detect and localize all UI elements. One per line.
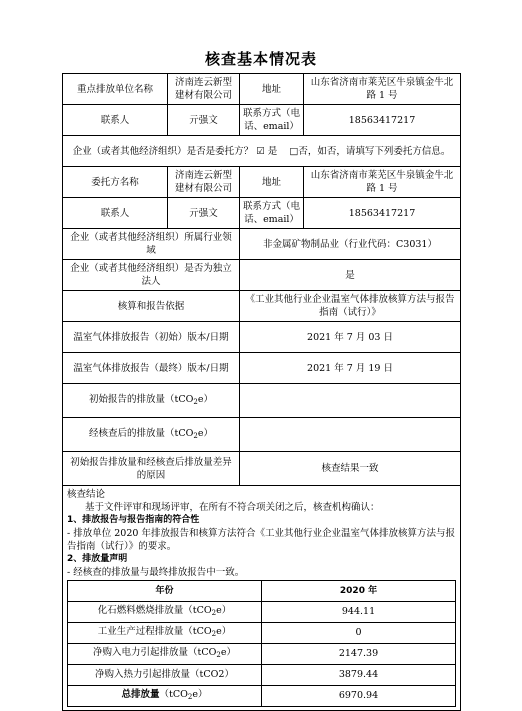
difference-reason-label: 初始报告排放量和经核查后排放量差异的原因: [63, 452, 240, 486]
conclusion-intro: 基于文件评审和现场评审，在所有不符合项关闭之后，核查机构确认：: [85, 502, 380, 513]
initial-report-value: 2021 年 7 月 03 日: [240, 322, 461, 353]
industry-value: 非金属矿物制品业（行业代码：C3031）: [240, 229, 461, 260]
summary-header-year: 年份: [68, 581, 262, 602]
conclusion-heading: 核查结论: [67, 489, 106, 500]
subscript-2: 2: [193, 431, 198, 440]
row-total-label-tail: e）: [192, 689, 208, 700]
row-heat-value: 3879.44: [262, 665, 456, 686]
industry-label: 企业（或者其他经济组织）所属行业领域: [63, 229, 240, 260]
row-fossil-label: [68, 602, 262, 623]
summary-header-2020: 2020 年: [262, 581, 456, 602]
initial-emission-label: [63, 384, 240, 418]
initial-emission-label-text: 初始报告的排放量（tCO: [89, 393, 194, 405]
phone-value: 18563417217: [304, 105, 461, 136]
contact-value: 亓强文: [168, 105, 240, 136]
row-fossil-value: 944.11: [262, 602, 456, 623]
entrust-question: [63, 136, 461, 167]
basis-label: 核算和报告依据: [63, 291, 240, 322]
section-2-text: - 经核查的排放量与最终排放报告中一致。: [67, 567, 245, 578]
entrust-phone-label: 联系方式（电话、email）: [240, 198, 304, 229]
yes-label: 是: [267, 145, 278, 157]
subscript-2: 2: [216, 651, 221, 659]
verified-emission-label-text: 经核查后的排放量（tCO: [89, 427, 194, 439]
row-heat-label: 净购入热力引起排放量（tCO2）: [68, 665, 262, 686]
row-process-label-text: 工业生产过程排放量（tCO: [97, 626, 212, 637]
verified-emission-label-tail: e）: [197, 427, 213, 439]
basis-value: 《工业其他行业企业温室气体排放核算方法与报告指南（试行）》: [240, 291, 461, 322]
verification-info-table: [62, 73, 461, 711]
entrust-question-text: 企业（或者其他经济组织）是否是委托方？: [72, 145, 254, 157]
verified-emission-label: [63, 418, 240, 452]
entrust-address-value: 山东省济南市莱芜区牛泉镇金牛北路 1 号: [304, 167, 461, 198]
entrust-name-label: 委托方名称: [63, 167, 168, 198]
row-process-label: [68, 623, 262, 644]
row-total-label-text: （tCO: [159, 689, 188, 700]
row-total-value: 6970.94: [262, 686, 456, 707]
subscript-2: 2: [193, 397, 198, 406]
difference-reason-value: 核查结果一致: [240, 452, 461, 486]
entrust-phone-value: 18563417217: [304, 198, 461, 229]
row-electricity-label-tail: e）: [220, 647, 236, 658]
section-1-text: - 排放单位 2020 年排放报告和核算方法符合《工业其他行业企业温室气体排放核算方法与报告指南（试行）》的要求。: [67, 528, 455, 552]
page-title: 核查基本情况表: [204, 50, 317, 68]
conclusion-section: [63, 486, 461, 711]
section-2-title: 2、排放量声明: [67, 554, 128, 564]
entrust-contact-value: 亓强文: [168, 198, 240, 229]
row-total-label: [68, 686, 262, 707]
initial-emission-value: [240, 384, 461, 418]
emission-summary-table: [67, 580, 456, 707]
unit-name-value: 济南连云新型建材有限公司: [168, 74, 240, 105]
unit-name-label: 重点排放单位名称: [63, 74, 168, 105]
verified-emission-value: [240, 418, 461, 452]
subscript-2: 2: [187, 693, 193, 701]
legal-person-value: 是: [240, 260, 461, 291]
entrust-name-value: 济南连云新型建材有限公司: [168, 167, 240, 198]
final-report-label: 温室气体排放报告（最终）版本/日期: [63, 353, 240, 384]
no-checkbox: □: [289, 145, 299, 157]
subscript-2: 2: [211, 609, 217, 617]
row-fossil-label-tail: e）: [216, 605, 232, 616]
no-label: 否，如否，请填写下列委托方信息。: [298, 145, 451, 157]
legal-person-label: 企业（或者其他经济组织）是否为独立法人: [63, 260, 240, 291]
initial-report-label: 温室气体排放报告（初始）版本/日期: [63, 322, 240, 353]
contact-label: 联系人: [63, 105, 168, 136]
row-total-label-bold: 总排放量: [121, 689, 160, 700]
row-fossil-label-text: 化石燃料燃烧排放量（tCO: [97, 605, 212, 616]
row-process-label-tail: e）: [216, 626, 232, 637]
entrust-address-label: 地址: [240, 167, 304, 198]
row-process-value: 0: [262, 623, 456, 644]
phone-label: 联系方式（电话、email）: [240, 105, 304, 136]
entrust-contact-label: 联系人: [63, 198, 168, 229]
subscript-2: 2: [211, 630, 217, 638]
initial-emission-label-tail: e）: [197, 393, 213, 405]
address-value: 山东省济南市莱芜区牛泉镇金牛北路 1 号: [304, 74, 461, 105]
row-electricity-label-text: 净购入电力引起排放量（tCO: [93, 647, 217, 658]
row-electricity-value: 2147.39: [262, 644, 456, 665]
address-label: 地址: [240, 74, 304, 105]
section-1-title: 1、排放报告与报告指南的符合性: [67, 515, 200, 525]
final-report-value: 2021 年 7 月 19 日: [240, 353, 461, 384]
yes-checkbox: ☑: [256, 145, 265, 157]
row-electricity-label: [68, 644, 262, 665]
